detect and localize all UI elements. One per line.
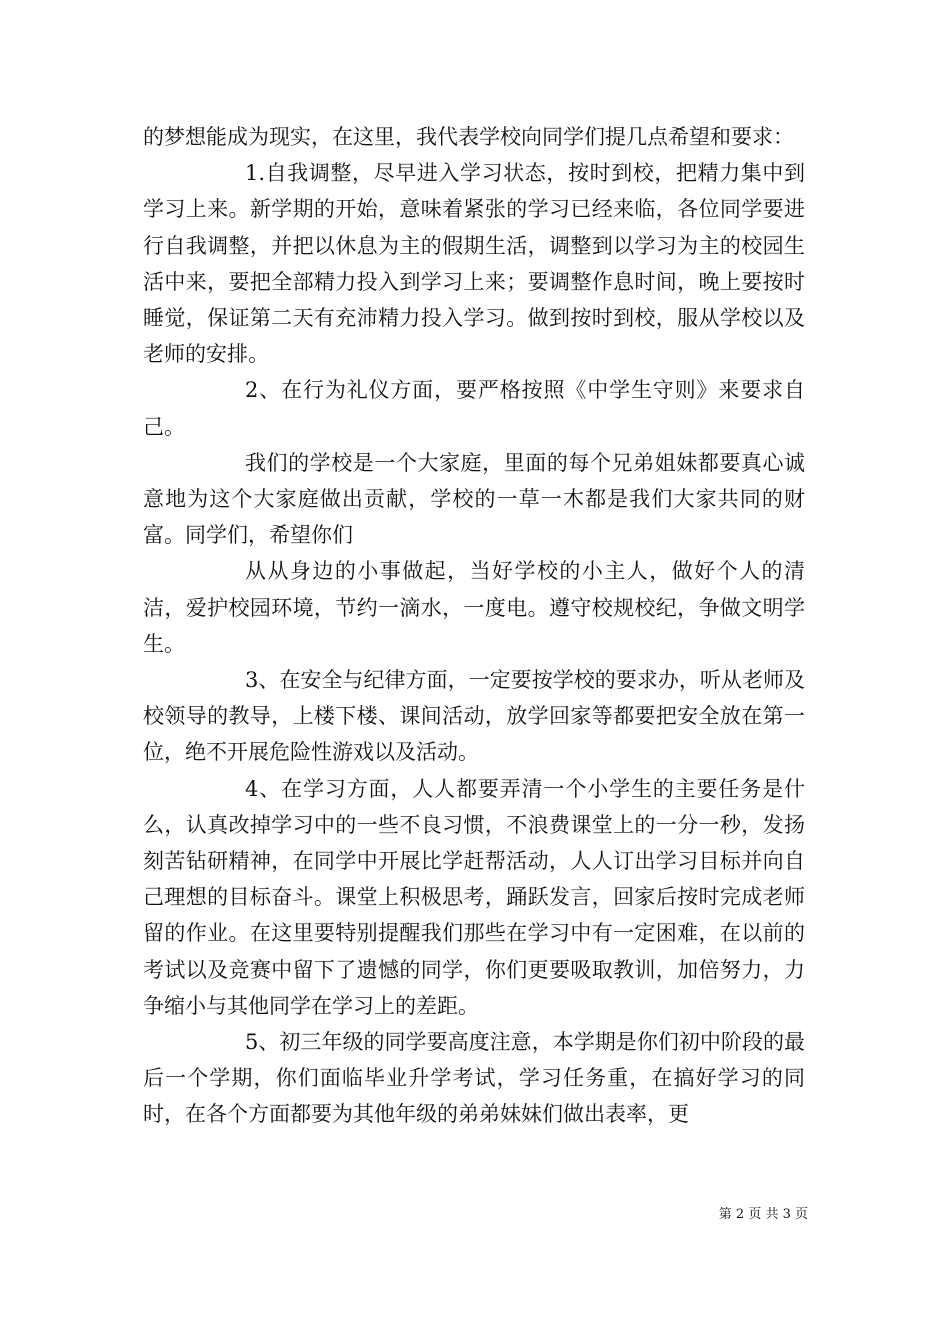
paragraph-point-4: 4、在学习方面，人人都要弄清一个小学生的主要任务是什么，认真改掉学习中的一些不良习惯，不浪费课堂上的一分一秒，发扬刻苦钻研精神，在同学中开展比学赶帮活动，人人订出学习目标并向自己理想的目标奋斗。课堂上积极思考，踊跃发言，回家后按时完成老师留的作业。在这里要特别提醒我们那些在学习中有一定困难，在以前的考试以及竞赛中留下了遗憾的同学，你们更要吸取教训，加倍努力，力争缩小与其他同学在学习上的差距。 xyxy=(143,776,805,1018)
paragraph-point-1: 1.自我调整，尽早进入学习状态，按时到校，把精力集中到学习上来。新学期的开始，意味着紧张的学习已经来临，各位同学要进行自我调整，并把以休息为主的假期生活，调整到以学习为主的校园生活中来，要把全部精力投入到学习上来；要调整作息时间，晚上要按时睡觉，保证第二天有充沛精力投入学习。做到按时到校，服从学校以及老师的安排。 xyxy=(143,161,805,367)
paragraph-school-family: 我们的学校是一个大家庭，里面的每个兄弟姐妹都要真心诚意地为这个大家庭做出贡献，学校的一草一木都是我们大家共同的财富。同学们，希望你们 xyxy=(143,450,805,548)
document-body xyxy=(143,119,805,1133)
paragraph-continuation: 的梦想能成为现实，在这里，我代表学校向同学们提几点希望和要求： xyxy=(143,125,794,149)
paragraph-point-2: 2、在行为礼仪方面，要严格按照《中学生守则》来要求自己。 xyxy=(143,378,805,439)
paragraph-point-3: 3、在安全与纪律方面，一定要按学校的要求办，听从老师及校领导的教导，上楼下楼、课间活动，放学回家等都要把安全放在第一位，绝不开展危险性游戏以及活动。 xyxy=(143,668,805,765)
paragraph-small-things: 从从身边的小事做起，当好学校的小主人，做好个人的清洁，爱护校园环境，节约一滴水，一度电。遵守校规校纪，争做文明学生。 xyxy=(143,559,805,656)
page-number-footer: 第 2 页 共 3 页 xyxy=(718,1207,808,1222)
paragraph-point-5: 5、初三年级的同学要高度注意，本学期是你们初中阶段的最后一个学期，你们面临毕业升学考试，学习任务重，在搞好学习的同时，在各个方面都要为其他年级的弟弟妹妹们做出表率，更 xyxy=(143,1030,805,1127)
